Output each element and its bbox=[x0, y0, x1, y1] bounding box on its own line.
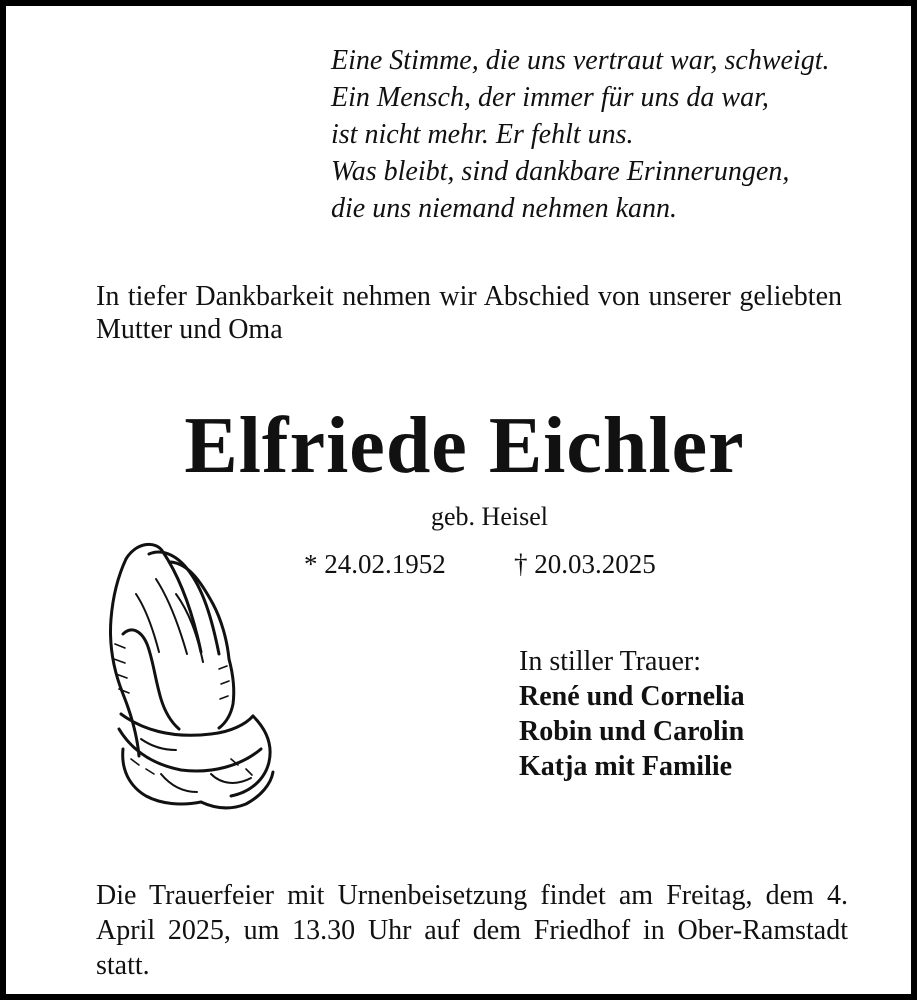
ceremony-text: Die Trauerfeier mit Urnenbeisetzung findet am Freitag, dem 4. April 2025, um 13.30 Uhr auf dem Friedhof in Ober-Ramstadt statt. bbox=[96, 880, 848, 981]
birth-date: * 24.02.1952 bbox=[304, 549, 446, 579]
praying-hands-icon bbox=[101, 534, 286, 819]
poem-line: Eine Stimme, die uns vertraut war, schweigt. bbox=[331, 45, 830, 76]
poem bbox=[331, 42, 891, 227]
poem-line: ist nicht mehr. Er fehlt uns. bbox=[331, 119, 634, 150]
poem-line: Was bleibt, sind dankbare Erinnerungen, bbox=[331, 156, 790, 187]
mourners bbox=[519, 644, 745, 784]
mourner-name: Katja mit Familie bbox=[519, 751, 733, 782]
death-date: † 20.03.2025 bbox=[514, 549, 656, 579]
mourners-heading: In stiller Trauer: bbox=[519, 646, 701, 677]
deceased-name: Elfriede Eichler bbox=[184, 402, 745, 490]
maiden-name: geb. Heisel bbox=[431, 502, 548, 531]
poem-line: Ein Mensch, der immer für uns da war, bbox=[331, 82, 769, 113]
intro-text: In tiefer Dankbarkeit nehmen wir Abschied von unserer geliebten Mutter und Oma bbox=[96, 281, 842, 345]
poem-line: die uns niemand nehmen kann. bbox=[331, 193, 678, 224]
mourner-name: Robin und Carolin bbox=[519, 716, 745, 747]
mourner-name: René und Cornelia bbox=[519, 681, 745, 712]
